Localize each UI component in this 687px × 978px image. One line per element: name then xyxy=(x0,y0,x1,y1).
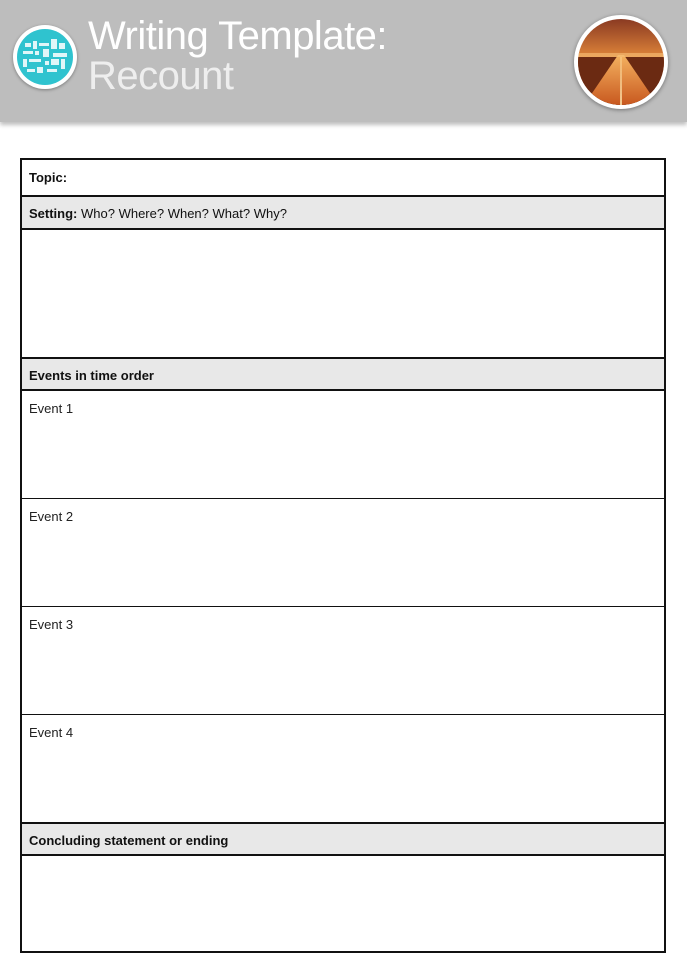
header-banner xyxy=(0,0,687,122)
conclusion-writing-area[interactable] xyxy=(22,856,664,951)
topic-row[interactable] xyxy=(22,160,664,197)
title-line-2: Recount xyxy=(88,54,234,98)
event-3-label: Event 3 xyxy=(29,617,74,632)
event-2-label: Event 2 xyxy=(29,509,74,524)
event-4-label: Event 4 xyxy=(29,725,74,740)
event-1-area[interactable] xyxy=(22,391,664,499)
event-4-area[interactable] xyxy=(22,715,664,824)
logo xyxy=(13,25,77,89)
event-1-label: Event 1 xyxy=(29,401,74,416)
title-line-1: Writing Template: xyxy=(88,14,388,58)
events-heading-row xyxy=(22,359,664,391)
setting-label: Setting: xyxy=(29,206,78,221)
conclusion-heading-row xyxy=(22,824,664,856)
event-2-area[interactable] xyxy=(22,499,664,607)
road-photo xyxy=(574,15,668,109)
event-3-area[interactable] xyxy=(22,607,664,715)
conclusion-heading: Concluding statement or ending xyxy=(29,833,229,848)
setting-writing-area[interactable] xyxy=(22,230,664,359)
page-title xyxy=(88,16,387,96)
setting-prompt: Who? Where? When? What? Why? xyxy=(77,206,287,221)
recount-form xyxy=(20,158,666,953)
setting-heading-row xyxy=(22,197,664,230)
topic-label: Topic: xyxy=(29,170,68,185)
events-heading: Events in time order xyxy=(29,368,154,383)
circuit-board-icon xyxy=(17,29,73,85)
